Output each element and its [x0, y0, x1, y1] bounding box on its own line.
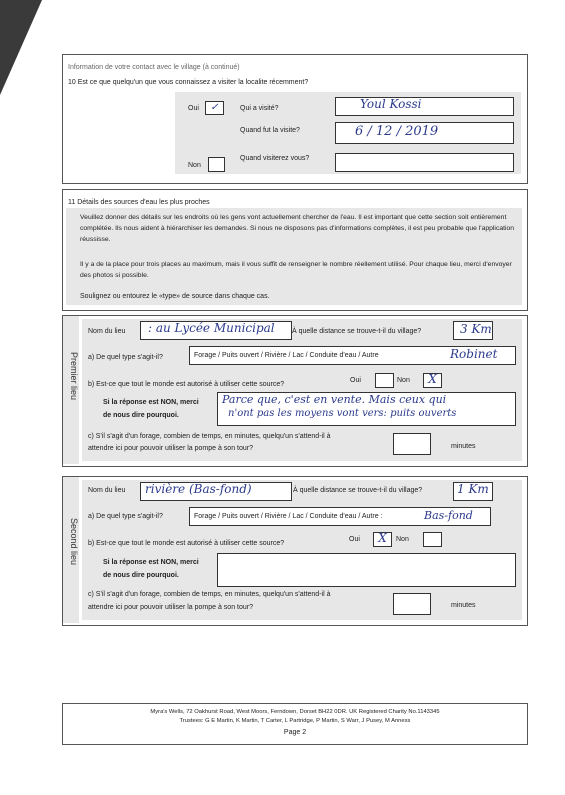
lieu1-type-value: Robinet: [450, 347, 498, 361]
second-lieu-shaded-area: [82, 480, 522, 620]
lieu2-c-line1: c) S'il s'agit d'un forage, combien de temps, en minutes, quelqu'un s'attend-il à: [88, 591, 331, 598]
lieu1-ifno-line1: Si la réponse est NON, merci: [103, 399, 199, 406]
future-visit-label: Quand visiterez vous?: [240, 155, 310, 162]
lieu2-oui-checkbox[interactable]: X: [373, 532, 392, 547]
lieu1-oui-label: Oui: [350, 377, 361, 384]
sources-paragraph-3: Soulignez ou entourez le «type» de source dans chaque cas.: [80, 293, 270, 300]
premier-lieu-label: Premier lieu: [69, 352, 79, 401]
future-visit-field[interactable]: [335, 153, 514, 172]
lieu1-type-options: Forage / Puits ouvert / Rivière / Lac / Conduite d'eau / Autre: [194, 352, 379, 359]
lieu2-ifno-field[interactable]: [217, 553, 516, 587]
lieu1-non-label: Non: [397, 377, 410, 384]
lieu1-name-value: : au Lycée Municipal: [148, 321, 275, 335]
oui-checkbox[interactable]: ✓: [205, 101, 224, 115]
lieu2-name-label: Nom du lieu: [88, 487, 126, 494]
lieu2-c-line2: attendre ici pour pouvoir utiliser la pompe à son tour?: [88, 604, 253, 611]
lieu2-type-value: Bas-fond: [424, 509, 473, 522]
footer-address: Myra's Wells, 72 Oakhurst Road, West Moors, Ferndown, Dorset BH22 0DR. UK Registered Charity No.1143345: [150, 709, 440, 715]
lieu1-type-label: a) De quel type s'agit-il?: [88, 354, 163, 361]
sources-paragraph-1: Veuillez donner des détails sur les endroits où les gens vont actuellement chercher de l'eau. Il est important que cette section soit entièrement complétée. Ils nous aident à hiérarchiser les demandes. Si nous ne disposons pas d'informations complètes, il est peu probable que l'application réussisse.: [80, 214, 515, 243]
sources-paragraph-2: Il y a de la place pour trois places au maximum, mais il vous suffit de renseigner le nombre réellement utilisé. Pour chaque lieu, merci d'envoyer des photos si possible.: [80, 261, 512, 279]
when-visited-label: Quand fut la visite?: [240, 127, 300, 134]
who-visited-label: Qui a visité?: [240, 105, 279, 112]
lieu2-oui-label: Oui: [349, 536, 360, 543]
lieu1-minutes-field[interactable]: [393, 433, 431, 455]
lieu2-distance-value: 1 Km: [457, 482, 489, 496]
lieu2-type-label: a) De quel type s'agit-il?: [88, 513, 163, 520]
lieu2-allowed-label: b) Est-ce que tout le monde est autorisé à utiliser cette source?: [88, 540, 285, 547]
lieu2-ifno-line1: Si la réponse est NON, merci: [103, 559, 199, 566]
folded-page-corner: [0, 0, 42, 95]
lieu2-type-options: Forage / Puits ouvert / Rivière / Lac / Conduite d'eau / Autre :: [194, 513, 383, 520]
question-10: 10 Est ce que quelqu'un que vous connaissez a visiter la localite récemment?: [68, 79, 309, 86]
lieu2-minutes-label: minutes: [451, 602, 476, 609]
non-checkbox[interactable]: [208, 157, 225, 172]
lieu1-ifno-value-1: Parce que, c'est en vente. Mais ceux qui: [222, 393, 447, 406]
footer-trustees: Trustees: G E Martin, K Martin, T Carter, L Partridge, P Martin, S Warr, J Pusey, M Anness: [179, 718, 411, 724]
lieu1-distance-value: 3 Km: [460, 322, 492, 336]
contact-header: Information de votre contact avec le village (à continué): [68, 64, 240, 71]
lieu2-non-checkbox[interactable]: [423, 532, 442, 547]
lieu2-ifno-line2: de nous dire pourquoi.: [103, 572, 179, 579]
lieu1-ifno-line2: de nous dire pourquoi.: [103, 412, 179, 419]
second-lieu-label: Second lieu: [69, 518, 79, 566]
lieu2-distance-label: À quelle distance se trouve-t-il du village?: [293, 487, 423, 494]
lieu1-oui-checkbox[interactable]: [375, 373, 394, 388]
non-label: Non: [188, 162, 201, 169]
lieu1-allowed-label: b) Est-ce que tout le monde est autorisé à utiliser cette source?: [88, 381, 285, 388]
lieu1-c-line1: c) S'il s'agit d'un forage, combien de temps, en minutes, quelqu'un s'attend-il à: [88, 433, 331, 440]
lieu2-name-value: rivière (Bas-fond): [145, 482, 252, 496]
oui-label: Oui: [188, 105, 199, 112]
lieu1-non-checkbox[interactable]: X: [423, 373, 442, 388]
who-visited-value: Youl Kossi: [360, 97, 422, 111]
lieu1-minutes-label: minutes: [451, 443, 476, 450]
lieu1-ifno-value-2: n'ont pas les moyens vont vers: puits ouverts: [228, 408, 457, 419]
lieu1-name-label: Nom du lieu: [88, 328, 126, 335]
page-number: Page 2: [283, 729, 307, 736]
lieu1-c-line2: attendre ici pour pouvoir utiliser la pompe à son tour?: [88, 445, 253, 452]
lieu2-non-label: Non: [396, 536, 409, 543]
lieu1-distance-label: À quelle distance se trouve-t-il du village?: [292, 328, 422, 335]
lieu2-minutes-field[interactable]: [393, 593, 431, 615]
when-visited-value: 6 / 12 / 2019: [355, 124, 439, 139]
question-11: 11 Détails des sources d'eau les plus proches: [68, 199, 210, 206]
